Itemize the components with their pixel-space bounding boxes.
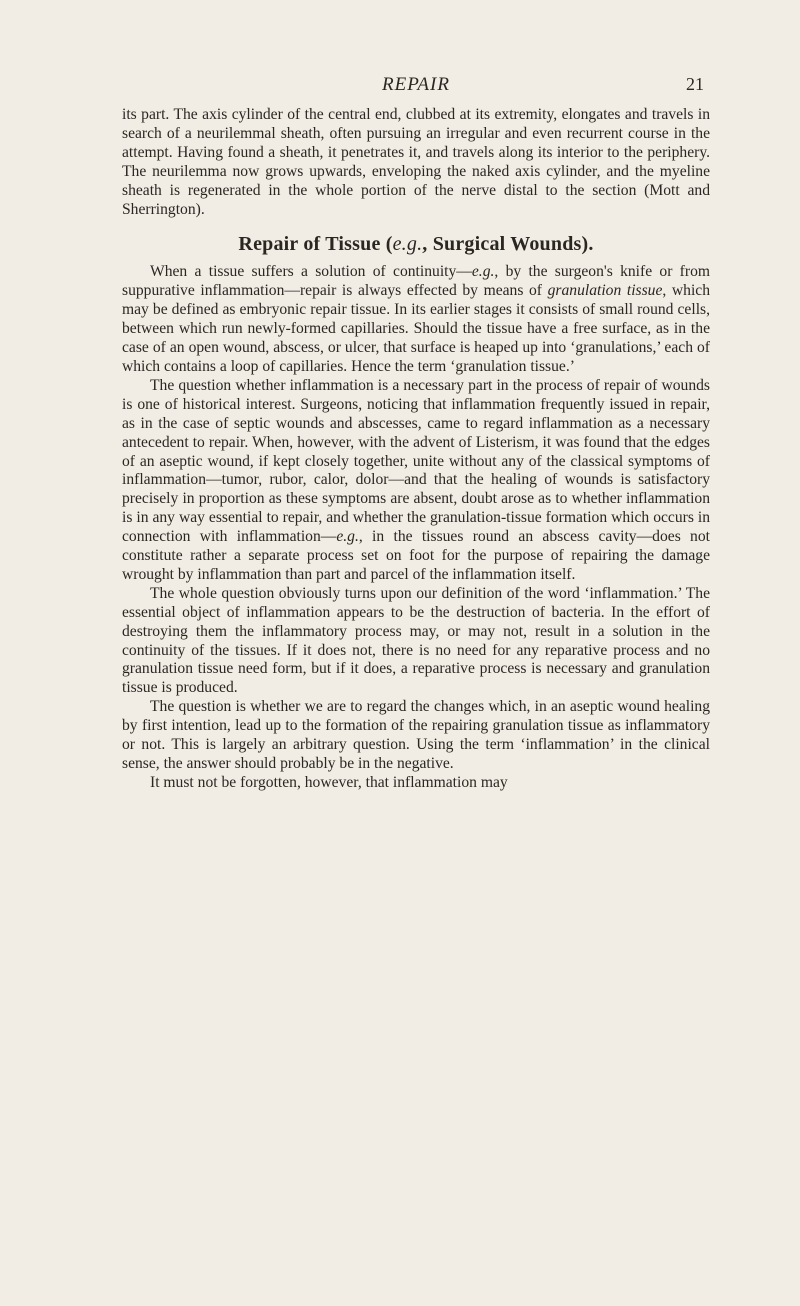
text-span: , by the surgeon's knife or from suppurative inflammation—repair is always effected by means of	[122, 263, 710, 300]
text-span: , in the tissues round an abscess cavity—does not constitute rather a separate process set on foot for the purpose of repairing the damage wrought by inflammation than part and parcel of the inflammation itself.	[122, 528, 710, 583]
heading-eg: e.g.	[392, 233, 423, 256]
text-italic: e.g.	[471, 263, 495, 281]
text-italic: granulation tissue	[547, 282, 663, 300]
text-italic: e.g.	[336, 528, 359, 546]
paragraph-inflammation-question	[122, 377, 710, 585]
heading-main: Repair of Tissue (	[238, 233, 393, 256]
paragraph-closing: It must not be forgotten, however, that inflammation may	[150, 773, 508, 791]
running-title: REPAIR	[382, 74, 450, 95]
running-head	[122, 70, 710, 106]
book-page	[122, 70, 710, 1290]
text-span: When a tissue suffers a solution of continuity—	[150, 263, 472, 281]
text-span: , which may be defined as embryonic repair tissue. In its earlier stages it consists of small round cells, between which run newly-formed capillaries. Should the tissue have a free surface, as in the case of an open wound, abscess, or ulcer, that surface is heaped up into ‘granulations,’ each of which contains a loop of capillaries. Hence the term ‘granulation tissue.’	[122, 282, 711, 375]
paragraph-aseptic-wound: The question is whether we are to regard the changes which, in an aseptic wound healing by first intention, lead up to the formation of the repairing granulation tissue as inflammatory or not. This is largely an arbitrary question. Using the term ‘inflammation’ in the clinical sense, the answer should probably be in the negative.	[122, 698, 710, 772]
paragraph-granulation-tissue	[122, 263, 710, 376]
text-span: The question whether inflammation is a necessary part in the process of repair of wounds is one of historical interest. Surgeons, noticing that inflammation frequently issued in repair, as in the case of septic wounds and abscesses, came to regard inflammation as a necessary antecedent to repair. When, however, with the advent of Listerism, it was found that the edges of an aseptic wound, if kept closely together, unite without any of the classical symptoms of inflammation—tumor, rubor, calor, dolor—and that the healing of wounds is satisfactory precisely in proportion as these symptoms are absent, doubt arose as to whether inflammation is in any way essential to repair, and whether the granulation-tissue formation which occurs in connection with inflammation—	[122, 376, 710, 546]
heading-rest: , Surgical Wounds).	[422, 233, 594, 256]
paragraph-nerve-regeneration: its part. The axis cylinder of the central end, clubbed at its extremity, elongates and travels in search of a neurilemmal sheath, often pursuing an irregular and even recurrent course in the attempt. Having found a sheath, it penetrates it, and travels along its interior to the periphery. The neurilemma now grows upwards, enveloping the naked axis cylinder, and the myeline sheath is regenerated in the whole portion of the nerve distal to the section (Mott and Sherrington).	[122, 106, 710, 218]
page-number: 21	[686, 74, 704, 94]
paragraph-definition: The whole question obviously turns upon our definition of the word ‘inflammation.’ The essential object of inflammation appears to be the destruction of bacteria. In the effort of destroying them the inflammatory process may, or may not, result in a solution in the continuity of the tissues. If it does not, there is no need for any reparative process and no granulation tissue need form, but if it does, a reparative process is necessary and granulation tissue is produced.	[122, 584, 710, 697]
section-heading	[122, 231, 710, 257]
